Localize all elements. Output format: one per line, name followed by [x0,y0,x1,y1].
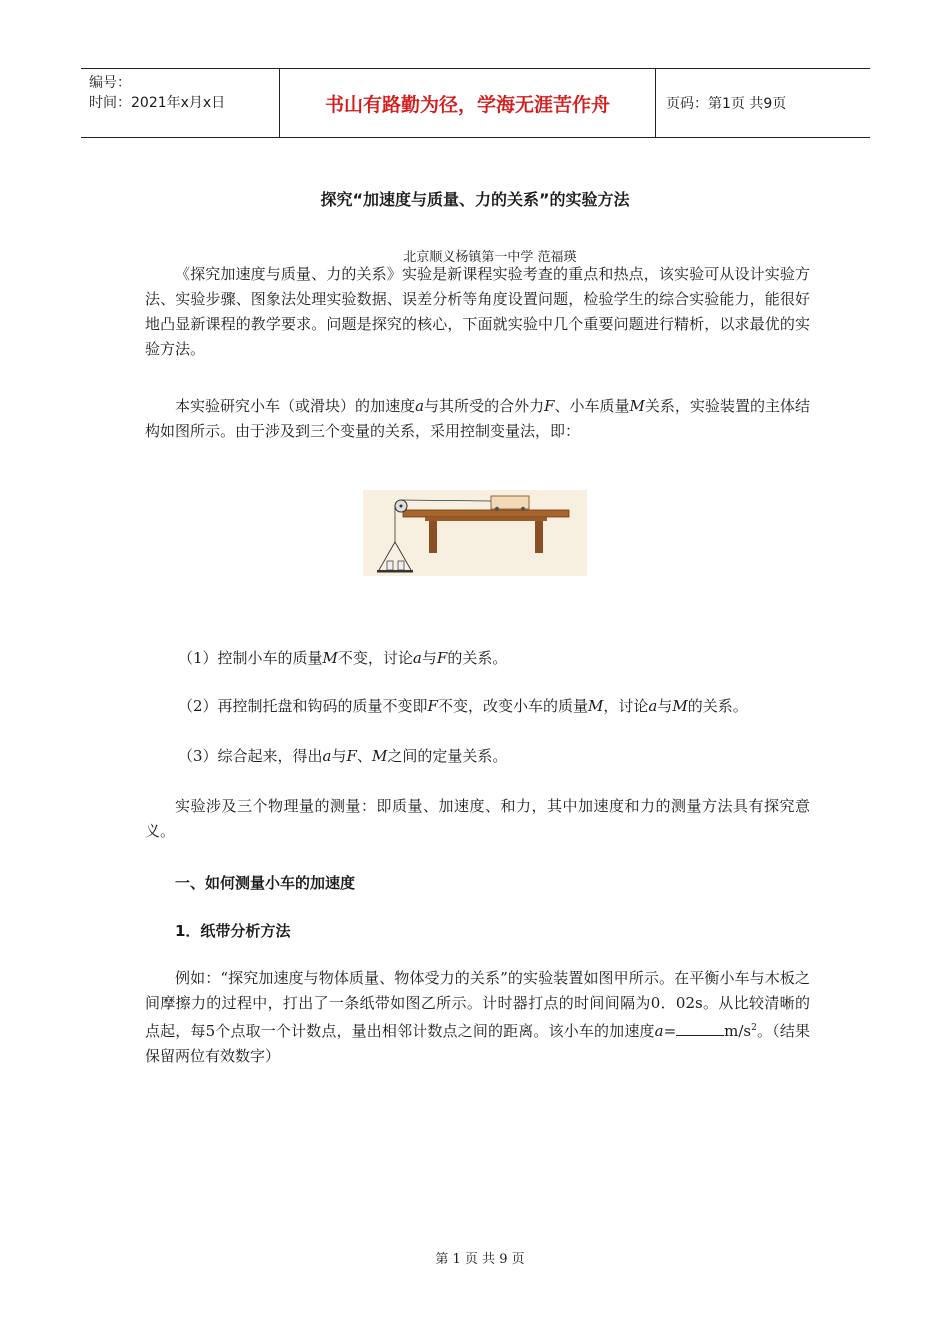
section-heading-1: 一、如何测量小车的加速度 [175,874,356,892]
experiment-apparatus-figure [363,490,587,576]
setup-paragraph: 本实验研究小车（或滑块）的加速度a与其所受的合外力F、小车质量M关系，实验装置的主体结构如图所示。由于涉及到三个变量的关系，采用控制变量法，即： [145,397,810,440]
page-label: 页码：第1页 共9页 [666,96,787,112]
intro-paragraph: 《探究加速度与质量、力的关系》实验是新课程实验考查的重点和热点，该实验可从设计实验方法、实验步骤、图象法处理实验数据、误差分析等角度设置问题，检验学生的综合实验能力，能很好地凸显新课程的教学要求。问题是探究的核心，下面就实验中几个重要问题进行精析，以求最优的实验方法。 [145,265,810,358]
motto: 书山有路勤为径，学海无涯苦作舟 [280,69,656,137]
example-paragraph: 例如：“探究加速度与物体质量、物体受力的关系”的实验装置如图甲所示。在平衡小车与木板之间摩擦力的过程中，打出了一条纸带如图乙所示。计时器打点的时间间隔为0．02s。从比较清晰的点起，每5个点取一个计数点，量出相邻计数点之间的距离。该小车的加速度$a= m/s^2$。（结果保留两位有效数字） [145,969,810,1065]
step-1: （1）控制小车的质量M不变，讨论a与F的关系。 [178,649,508,667]
answer-blank [676,1023,724,1036]
page-footer: 第 1 页 共 9 页 [435,1252,525,1267]
author-line: 北京顺义杨镇第一中学 范福瑛 [403,250,577,265]
header-table [81,68,870,138]
step-3: （3）综合起来，得出a与F、M之间的定量关系。 [178,747,508,765]
header-left-cell [81,69,280,137]
document-title: 探究“加速度与质量、力的关系”的实验方法 [320,190,630,209]
step-2: （2）再控制托盘和钩码的质量不变即F不变，改变小车的质量M，讨论a与M的关系。 [178,697,748,715]
measure-paragraph: 实验涉及三个物理量的测量：即质量、加速度、和力，其中加速度和力的测量方法具有探究意义。 [145,797,810,840]
time-label: 时间：2021年x月x日 [89,95,226,111]
subsection-heading-1: 1．纸带分析方法 [175,922,291,940]
number-label: 编号： [89,75,131,91]
